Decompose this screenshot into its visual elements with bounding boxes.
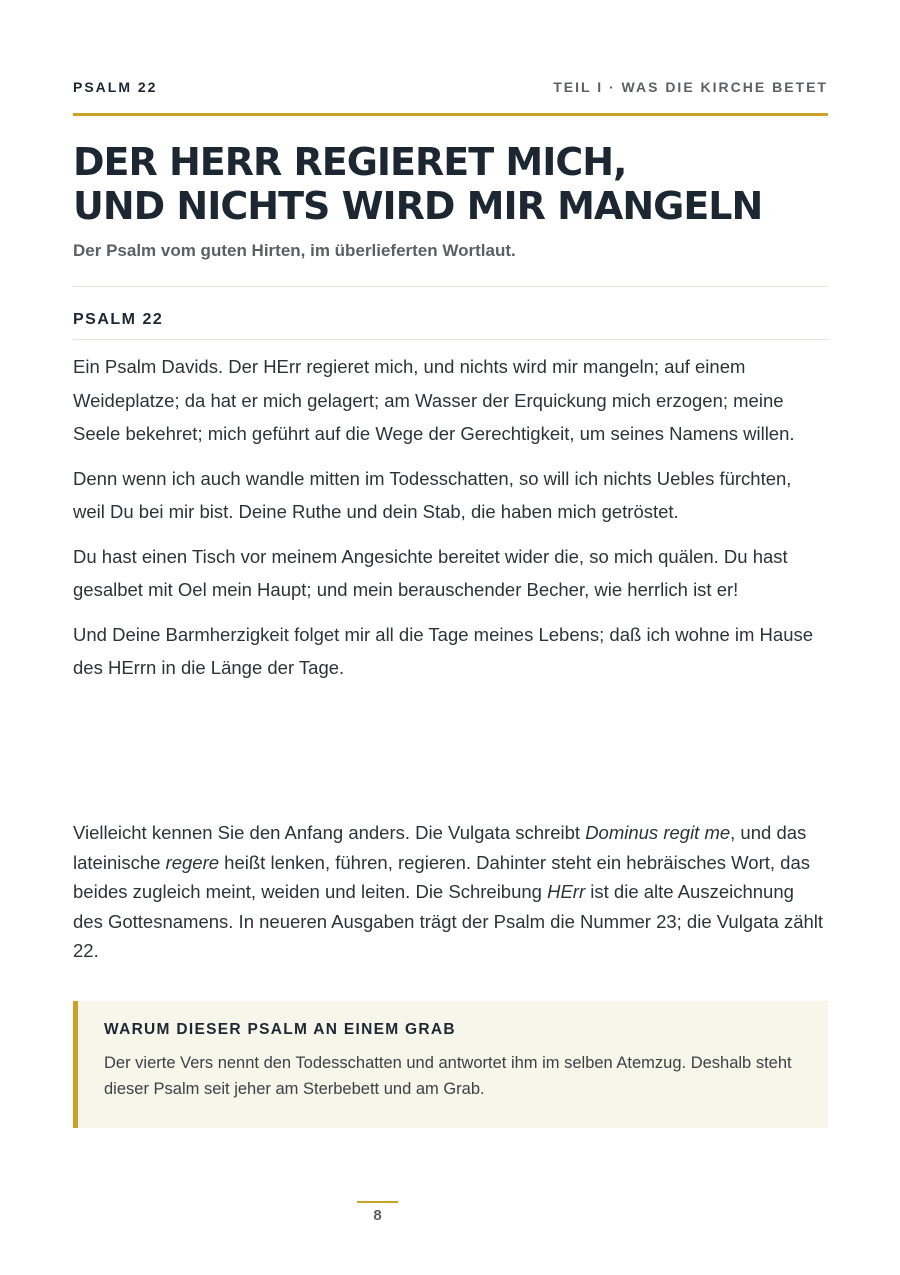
page-title-line-2: UND NICHTS WIRD MIR MANGELN	[73, 184, 763, 228]
commentary-latin-word: regere	[165, 851, 220, 873]
psalm-paragraph: Denn wenn ich auch wandle mitten im Todesschatten, so will ich nichts Uebles fürchten, weil Du bei mir bist. Deine Ruthe und dein Stab, die haben mich getröstet.	[73, 467, 792, 522]
header-rule	[73, 113, 828, 116]
commentary-text: heißt lenken, führen, regieren. Dahinter steht ein hebräisches Wort, das beides zugleich meint, weiden und leiten. Die Schreibung	[73, 851, 810, 902]
callout-body: Der vierte Vers nennt den Todesschatten und antwortet ihm im selben Atemzug. Deshalb steht dieser Psalm seit jeher am Sterbebett und am Grab.	[104, 1054, 792, 1098]
callout-box	[73, 1001, 828, 1128]
divider-top	[73, 286, 828, 287]
page-title-line-1: DER HERR REGIERET MICH,	[73, 140, 627, 184]
psalm-paragraph: Ein Psalm Davids. Der HErr regieret mich, und nichts wird mir mangeln; auf einem Weideplatze; da hat er mich gelagert; am Wasser der Erquickung mich erzogen; meine Seele bekehret; mich geführt auf die Wege der Gerechtigkeit, um seines Namens willen.	[73, 356, 795, 444]
page	[73, 0, 828, 1275]
running-head	[73, 79, 828, 95]
page-title	[73, 140, 828, 228]
commentary-text: Vielleicht kennen Sie den Anfang anders. Die Vulgata schreibt	[73, 822, 586, 843]
commentary-text: , und das lateinische	[73, 822, 807, 873]
page-number: 8	[373, 1207, 382, 1224]
psalm-paragraph: Du hast einen Tisch vor meinem Angesichte bereitet wider die, so mich quälen. Du hast gesalbet mit Oel mein Haupt; und mein berauschender Becher, wie herrlich ist er!	[73, 545, 788, 600]
running-head-right: TEIL I · WAS DIE KIRCHE BETET	[553, 79, 828, 95]
page-number-rule	[357, 1201, 398, 1203]
divider-section	[73, 339, 828, 340]
section-label: PSALM 22	[73, 311, 164, 328]
callout-title: WARUM DIESER PSALM AN EINEM GRAB	[104, 1021, 456, 1038]
psalm-text	[73, 350, 828, 696]
commentary-text: ist die alte Auszeichnung des Gottesnamens. In neueren Ausgaben trägt der Psalm die Nummer 23; die Vulgata zählt 22.	[73, 881, 824, 961]
psalm-paragraph: Und Deine Barmherzigkeit folget mir all die Tage meines Lebens; daß ich wohne im Hause des HErrn in die Länge der Tage.	[73, 623, 814, 678]
commentary-divine-name: HErr	[547, 881, 586, 902]
running-head-left: PSALM 22	[73, 79, 158, 95]
commentary-paragraph	[73, 818, 828, 966]
page-subtitle: Der Psalm vom guten Hirten, im überlieferten Wortlaut.	[73, 241, 516, 260]
commentary-latin-phrase: Dominus regit me	[585, 822, 731, 843]
